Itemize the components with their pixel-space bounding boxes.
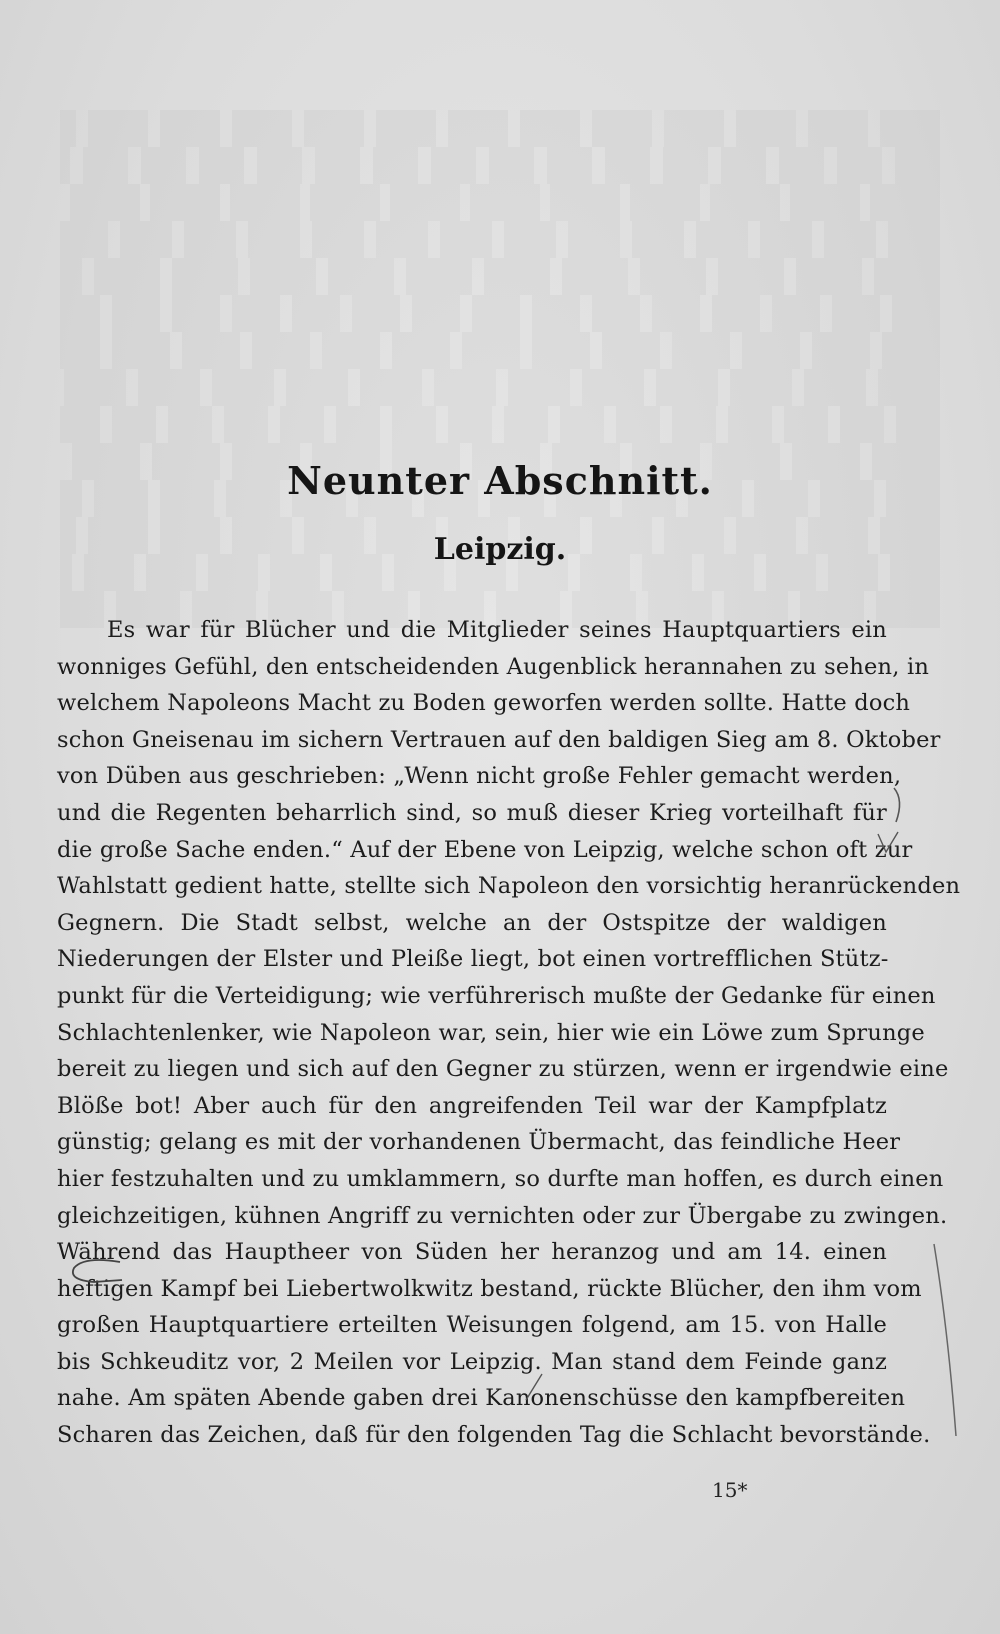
text-line: großen Hauptquartiere erteilten Weisungen folgend, am 15. von Halle (57, 1312, 887, 1339)
section-title: Leipzig. (433, 532, 567, 567)
text-line: nahe. Am späten Abende gaben drei Kanonenschüsse den kampfbereiten (57, 1385, 906, 1412)
text-line: bereit zu liegen und sich auf den Gegner zu stürzen, wenn er irgendwie eine (57, 1056, 949, 1083)
body-paragraph (57, 612, 961, 1454)
text-line: welchem Napoleons Macht zu Boden geworfen werden sollte. Hatte doch (57, 690, 911, 717)
text-line: von Düben aus geschrieben: „Wenn nicht große Fehler gemacht werden, (57, 763, 902, 790)
text-line: Blöße bot! Aber auch für den angreifenden Teil war der Kampfplatz (57, 1092, 887, 1119)
pencil-bracket-mark (890, 786, 910, 826)
chapter-title: Neunter Abschnitt. (287, 458, 713, 503)
text-line: heftigen Kampf bei Liebertwolkwitz bestand, rückte Blücher, den ihm vom (57, 1275, 922, 1302)
text-line: die große Sache enden.“ Auf der Ebene von Leipzig, welche schon oft zur (57, 836, 913, 863)
text-line: Wahlstatt gedient hatte, stellte sich Napoleon den vorsichtig heranrückenden (57, 873, 961, 900)
text-line: wonniges Gefühl, den entscheidenden Augenblick herannahen zu sehen, in (57, 653, 930, 680)
text-line: schon Gneisenau im sichern Vertrauen auf den baldigen Sieg am 8. Oktober (57, 726, 941, 753)
text-line: hier festzuhalten und zu umklammern, so durfte man hoffen, es durch einen (57, 1165, 944, 1192)
pencil-margin-line (930, 1240, 960, 1440)
text-line: Scharen das Zeichen, daß für den folgenden Tag die Schlacht bevorstände. (57, 1422, 931, 1449)
text-line: bis Schkeuditz vor, 2 Meilen vor Leipzig. Man stand dem Feinde ganz (57, 1348, 887, 1375)
text-line: gleichzeitigen, kühnen Angriff zu vernichten oder zur Übergabe zu zwingen. (57, 1202, 948, 1229)
text-line: Schlachtenlenker, wie Napoleon war, sein, hier wie ein Löwe zum Sprunge (57, 1019, 925, 1046)
text-line: und die Regenten beharrlich sind, so muß dieser Krieg vorteilhaft für (57, 799, 887, 826)
text-line: punkt für die Verteidigung; wie verführerisch mußte der Gedanke für einen (57, 982, 936, 1009)
text-line: Während das Hauptheer von Süden her heranzog und am 14. einen (57, 1239, 887, 1266)
page-number: 15* (712, 1478, 748, 1502)
text-line: Niederungen der Elster und Pleiße liegt, bot einen vortrefflichen Stütz- (57, 946, 889, 973)
text-line: Gegnern. Die Stadt selbst, welche an der Ostspitze der waldigen (57, 909, 887, 936)
text-line: Es war für Blücher und die Mitglieder seines Hauptquartiers ein (107, 617, 887, 643)
text-line: günstig; gelang es mit der vorhandenen Übermacht, das feindliche Heer (57, 1129, 901, 1156)
